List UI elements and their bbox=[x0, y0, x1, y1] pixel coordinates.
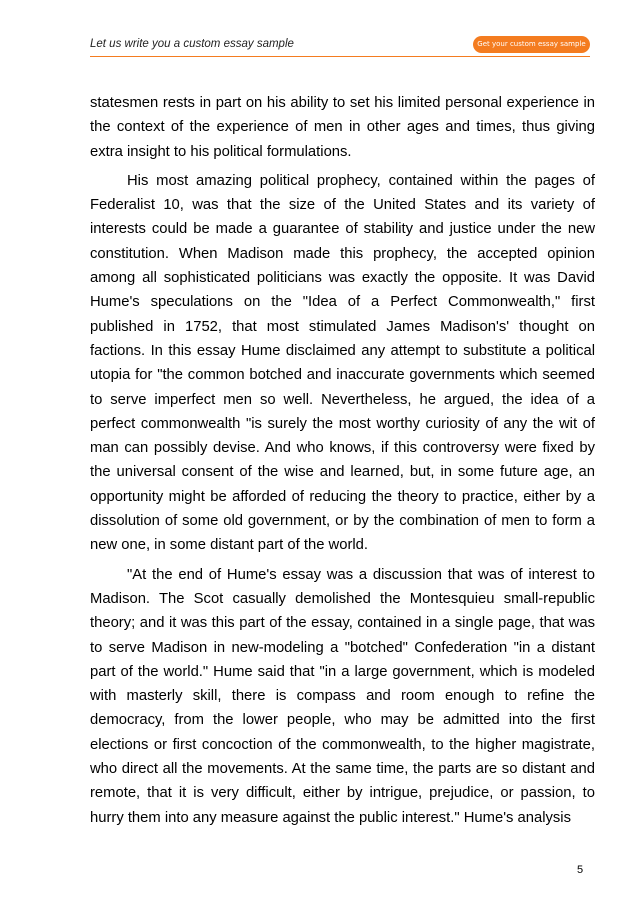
paragraph-hume-essay: "At the end of Hume's essay was a discussion that was of interest to Madison. The Scot casually demolished the Montesquieu small-republic theory; and it was this part of the essay, contained in a single page, that was to serve Madison in new-modeling a "botched" Confederation "in a distant part of the world." Hume said that "in a large government, which is modeled with masterly skill, there is compass and room enough to refine the democracy, from the lower people, who may be admitted into the first elections or first concoction of the commonwealth, to the higher magistrate, who direct all the movements. At the same time, the parts are so distant and remote, that it is very difficult, either by intrigue, prejudice, or passion, to hurry them into any measure against the public interest." Hume's analysis bbox=[90, 566, 595, 826]
header-divider bbox=[90, 56, 590, 57]
document-body bbox=[90, 91, 595, 835]
header-title: Let us write you a custom essay sample bbox=[90, 38, 294, 50]
get-custom-essay-button[interactable]: Get your custom essay sample bbox=[473, 36, 590, 53]
page-number: 5 bbox=[577, 864, 584, 876]
paragraph-madison-prophecy: His most amazing political prophecy, contained within the pages of Federalist 10, was that the size of the United States and its variety of interests could be made a guarantee of stability and justice under the new constitution. When Madison made this prophecy, the accepted opinion among all sophisticated politicians was exactly the opposite. It was David Hume's speculations on the "Idea of a Perfect Commonwealth," first published in 1752, that most stimulated James Madison's' thought on factions. In this essay Hume disclaimed any attempt to substitute a political utopia for "the common botched and inaccurate governments which seemed to serve imperfect men so well. Nevertheless, he argued, the idea of a perfect commonwealth "is surely the most worthy curiosity of any the wit of man can possibly devise. And who knows, if this controversy were fixed by the universal consent of the wise and learned, but, in some future age, an opportunity might be afforded of reducing the theory to practice, either by a dissolution of some old government, or by the combination of men to form a new one, in some distant part of the world. bbox=[90, 172, 595, 554]
paragraph-continuation: statesmen rests in part on his ability to set his limited personal experience in the context of the experience of men in other ages and times, thus giving extra insight to his political formulations. bbox=[90, 95, 595, 160]
